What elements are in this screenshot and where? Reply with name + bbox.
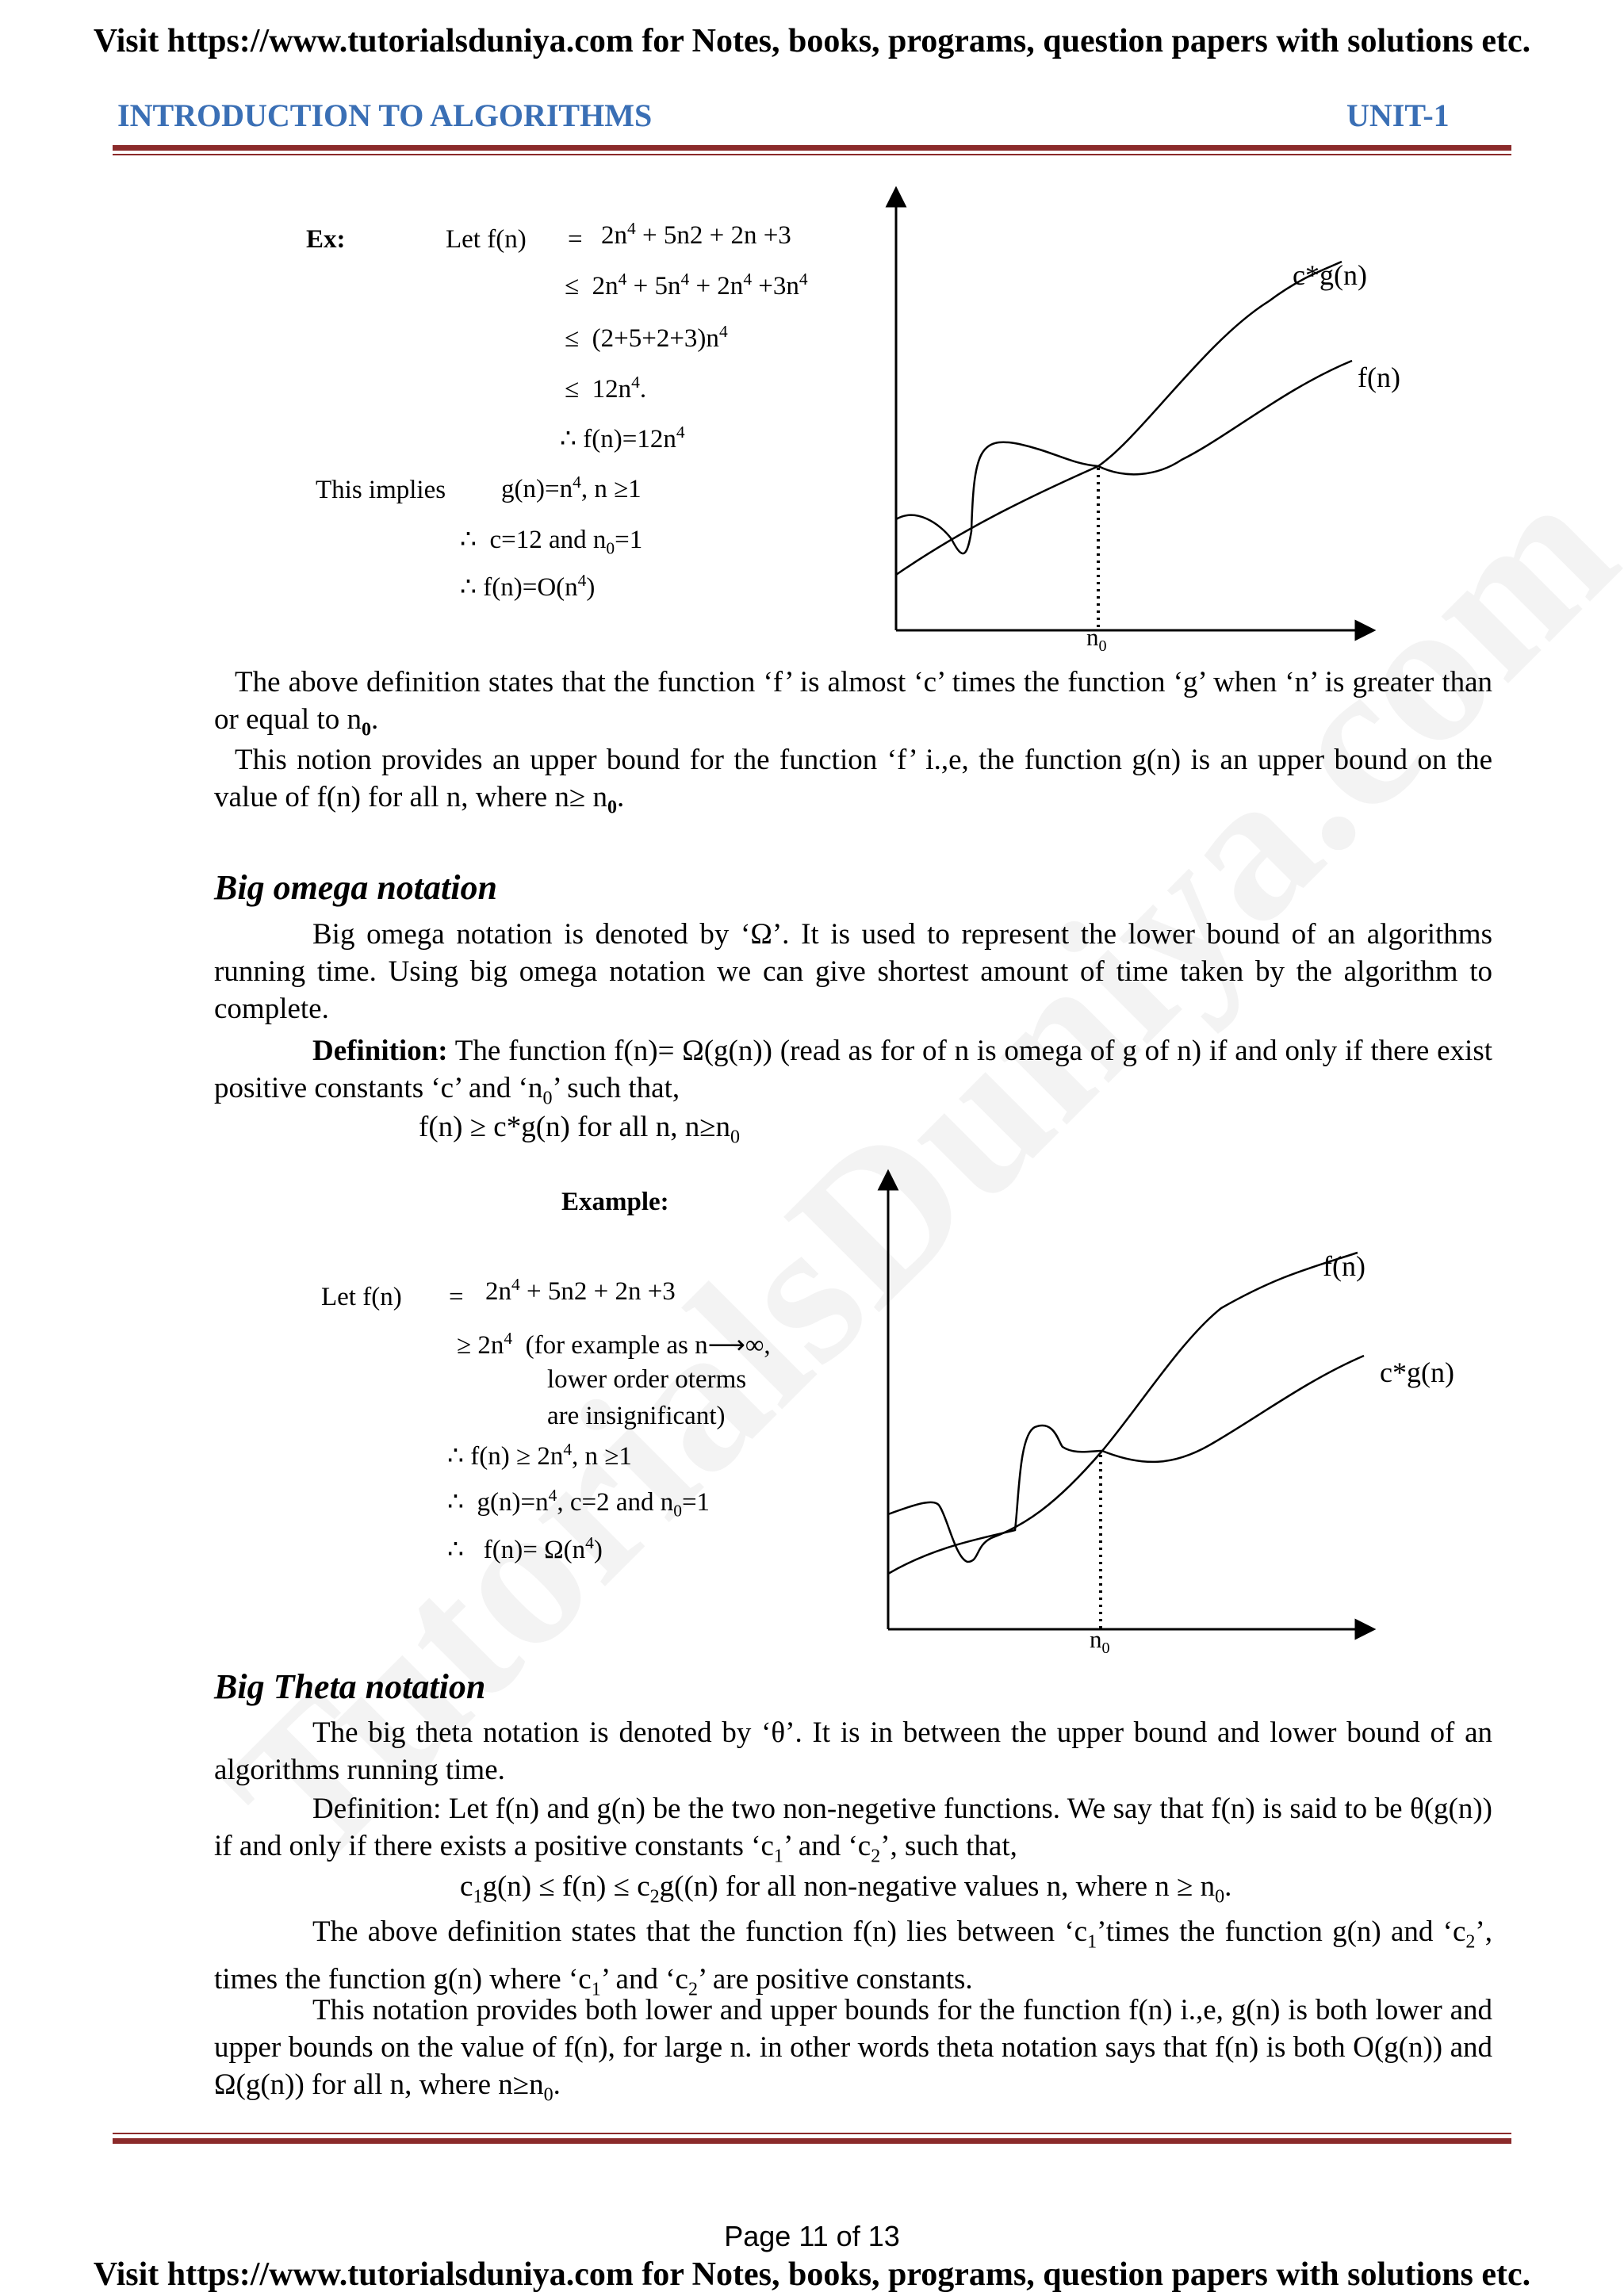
step-1: $2n^4 + 5n2 + 2n +3$: [601, 219, 791, 250]
para-definition-states: The above definition states that the function ‘f’ is almost ‘c’ times the function ‘g’ when ‘n’ is greater than or equal to $n_0$.: [214, 666, 1492, 740]
big-o-graph: [872, 182, 1396, 658]
omega-intro: Big omega notation is denoted by ‘Ω’. It is used to represent the lower bound of an algorithms running time. Using big omega notation we can give shortest amount of time taken by the algorithm to complete.: [214, 918, 1492, 1025]
footer-rule-thin: [113, 2133, 1511, 2134]
omega-step-3: ∴ $f(n) \ge 2n^4$, n ≥1: [447, 1440, 632, 1471]
graph1-upper-label: c*g(n): [1293, 259, 1367, 291]
let-f: Let f(n): [446, 225, 527, 254]
graph2-lower-label: c*g(n): [1380, 1357, 1454, 1388]
ex-label: Ex:: [306, 225, 346, 254]
omega-equals: =: [449, 1283, 464, 1311]
theta-heading: Big Theta notation: [214, 1667, 486, 1706]
omega-let-f: Let f(n): [321, 1283, 402, 1311]
implies-label: This implies: [316, 476, 446, 504]
step-8: ∴ $f(n)=O(n^4)$: [460, 571, 596, 602]
step-7: ∴ c=12 and $n_0=1$: [460, 526, 643, 558]
top-banner: Visit https://www.tutorialsduniya.com for Notes, books, programs, question papers with solutions etc.: [93, 23, 1531, 59]
theta-bounds: This notation provides both lower and upper bounds for the function f(n) i.,e, g(n) is both lower and upper bounds on the value of f(n), for large n. in other words theta notation says that f(n) is both O(g(n)) and Ω(g(n)) for all n, where $n\ge n_0$.: [214, 1994, 1492, 2106]
graph2-n0-label: $n_0$: [1090, 1625, 1110, 1658]
header-rule: [113, 145, 1511, 151]
omega-step-5: ∴ $f(n)= \Omega(n^4)$: [447, 1533, 603, 1564]
upper-curve: [896, 262, 1342, 575]
graph1-lower-label: f(n): [1358, 362, 1400, 393]
graph2-upper-label: f(n): [1323, 1250, 1365, 1282]
omega-graph: [864, 1165, 1396, 1641]
step-5: ∴ $f(n)=12n^4$: [560, 423, 685, 453]
example-label: Example:: [561, 1188, 669, 1216]
omega-step-2: ≥ $2n^4$ (for example as n⟶∞,: [457, 1329, 771, 1360]
step-4: ≤ $12n^4$.: [565, 373, 647, 404]
theta-definition: Definition: Let f(n) and g(n) be the two non-negetive functions. We say that f(n) is said to be θ(g(n)) if and only if there exists a positive constants ‘$c_1$’ and ‘$c_2$’, such that,: [214, 1793, 1492, 1867]
graph1-n0-label: $n_0$: [1086, 623, 1107, 656]
omega-step-2b: lower order oterms: [547, 1365, 747, 1394]
step-2: ≤ $2n^4 + 5n^4 + 2n^4 +3n^4$: [565, 270, 808, 300]
header-rule-thin: [113, 154, 1511, 155]
upper-curve-2: [888, 1253, 1358, 1562]
theta-intro: The big theta notation is denoted by ‘θ’. It is in between the upper bound and lower bound of an algorithms running time.: [214, 1716, 1492, 1786]
equals: =: [568, 225, 583, 254]
footer-rule: [113, 2138, 1511, 2144]
omega-definition: Definition: The function f(n)= Ω(g(n)) (read as for of n is omega of g of n) if and only if there exist positive constants ‘c’ and ‘$n_0$’ such that,: [214, 1035, 1492, 1109]
para-upper-bound: This notion provides an upper bound for the function ‘f’ i.,e, the function g(n) is an upper bound on the value of f(n) for all n, where $n\ge n_0$.: [214, 744, 1492, 818]
step-6: $g(n)=n^4$, n ≥1: [501, 473, 642, 503]
omega-heading: Big omega notation: [214, 868, 497, 907]
lower-curve: [896, 361, 1352, 553]
omega-formula: f(n) ≥ c*g(n) for all n, $n\ge n_0$: [419, 1111, 741, 1148]
omega-step-4: ∴ $g(n)=n^4$, c=2 and $n_0=1$: [447, 1486, 710, 1521]
header-unit: UNIT-1: [1346, 98, 1450, 133]
bottom-banner: Visit https://www.tutorialsduniya.com for Notes, books, programs, question papers with solutions etc.: [93, 2256, 1531, 2293]
omega-step-1: $2n^4 + 5n2 + 2n +3$: [485, 1275, 676, 1306]
lower-curve-2: [888, 1356, 1364, 1574]
omega-step-2c: are insignificant): [547, 1402, 726, 1430]
page-number: Page 11 of 13: [724, 2220, 900, 2252]
theta-lies-between: The above definition states that the function f(n) lies between ‘$c_1’times$ the function g(n) and ‘$c_2$’, times the function g(n) where ‘$c_1$’ and ‘$c_2$’ are positive constants.: [214, 1915, 1492, 2000]
header-title: INTRODUCTION TO ALGORITHMS: [117, 98, 653, 133]
step-3: ≤ $(2+5+2+3)n^4$: [565, 322, 728, 353]
theta-formula: $c_1g(n) \le f(n) \le c_2g((n)$ for all non-negative values n, where $n \ge n_0$.: [460, 1870, 1232, 1908]
